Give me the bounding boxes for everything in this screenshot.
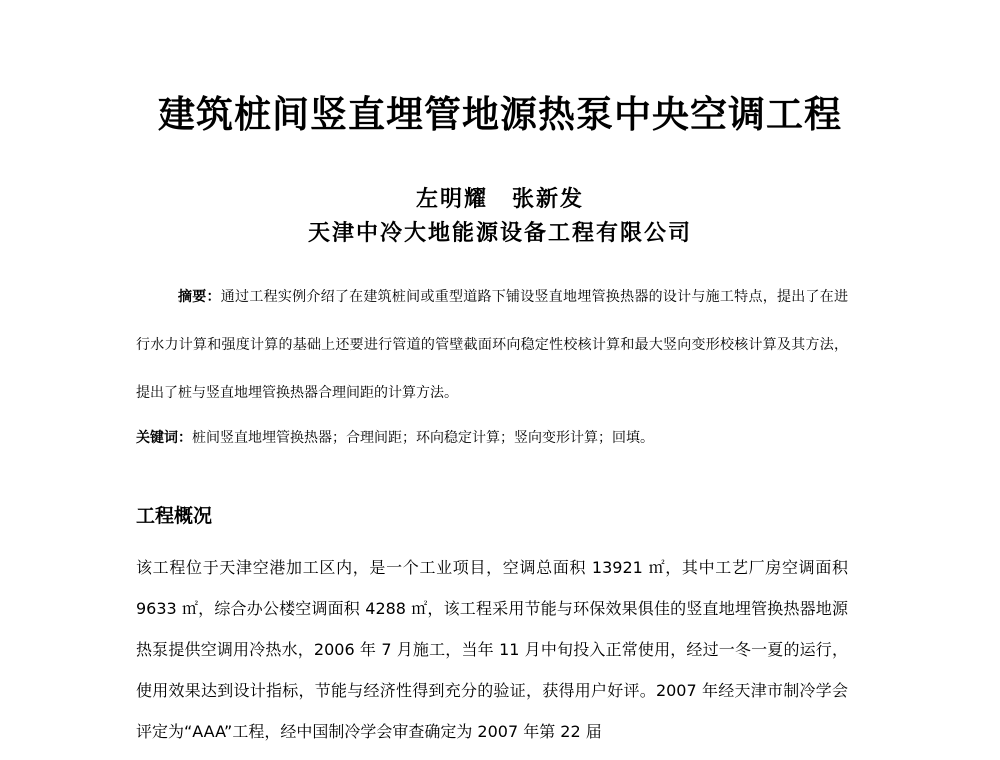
section-heading: 工程概况 <box>136 505 213 527</box>
affiliation: 天津中冷大地能源设备工程有限公司 <box>307 220 692 246</box>
keywords-label: 关键词： <box>136 430 192 446</box>
paper-title: 建筑桩间竖直埋管地源热泵中央空调工程 <box>158 93 842 136</box>
abstract-label: 摘要： <box>178 289 221 305</box>
abstract <box>136 273 848 417</box>
author-name: 左明耀 <box>415 186 488 212</box>
author-name: 张新发 <box>512 186 585 212</box>
keywords <box>136 426 848 450</box>
keywords-text: 桩间竖直地埋管换热器；合理间距；环向稳定计算；竖向变形计算；回填。 <box>192 430 654 446</box>
abstract-text: 通过工程实例介绍了在建筑桩间或重型道路下铺设竖直地埋管换热器的设计与施工特点，提出了在进行水力计算和强度计算的基础上还要进行管道的管壁截面环向稳定性校核计算和最大竖向变形校核计算及其方法，提出了桩与竖直地埋管换热器合理间距的计算方法。 <box>136 289 849 401</box>
section-paragraph: 该工程位于天津空港加工区内，是一个工业项目，空调总面积 13921 ㎡，其中工艺厂房空调面积 9633 ㎡，综合办公楼空调面积 4288 ㎡，该工程采用节能与环保效果俱佳的竖直地埋管换热器地源热泵提供空调用冷热水，2006 年 7 月施工，当年 11 月中旬投入正常使用，经过一冬一夏的运行，使用效果达到设计指标，节能与经济性得到充分的验证，获得用户好评。2007 年经天津市制冷学会评定为“AAA”工程，经中国制冷学会审查确定为 2007 年第 22 届 <box>136 558 848 741</box>
author-list <box>0 184 1000 214</box>
